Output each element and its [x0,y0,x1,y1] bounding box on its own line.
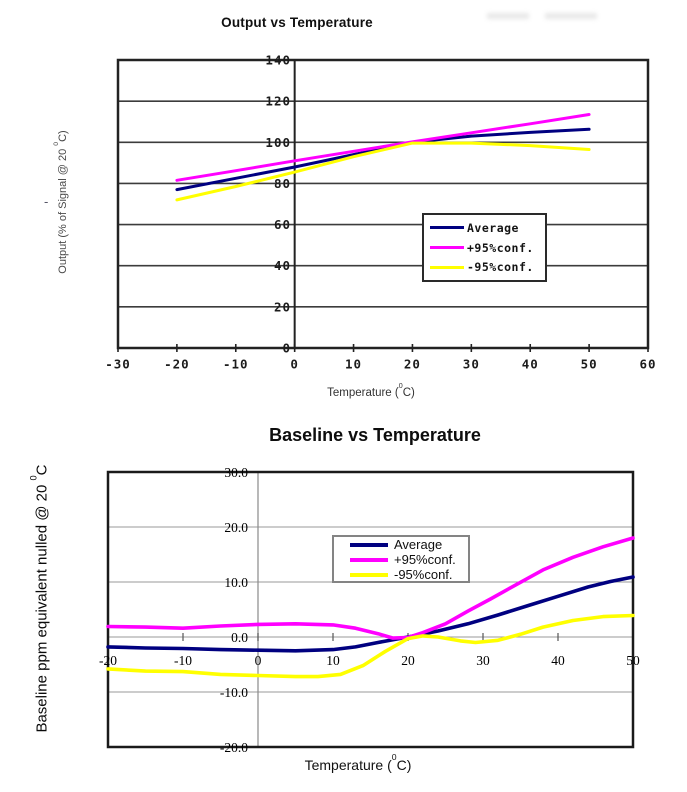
legend-item-average [424,221,545,235]
axis-dash-artifact: - [44,194,49,209]
superscript-zero: 0 [398,381,403,390]
tick-label: -30 [105,356,131,372]
tick-label: 40 [551,652,565,668]
tick-label: 60 [639,356,657,372]
y-axis-title-output [53,125,69,279]
legend-item-minus95 [424,260,545,274]
legend-item-plus95 [424,241,545,255]
x-axis-title-text: Temperature ( [304,757,392,773]
chart-title-output: Output vs Temperature [221,15,373,30]
tick-label: 140 [265,52,291,68]
tick-label: -20 [99,652,117,668]
legend-line-sample-plus95 [430,246,464,249]
tick-label: 30.0 [224,464,248,480]
legend-line-sample-minus95 [350,573,388,577]
legend-line-sample-average [350,543,388,547]
legend-item-plus95 [334,552,468,567]
x-axis-title-output [118,381,624,399]
tick-label: 40 [273,258,291,274]
tick-label: 100 [265,134,291,150]
superscript-zero: 0 [28,475,39,481]
x-axis-title-baseline [108,752,608,773]
legend-item-average [334,537,468,552]
tick-label: -20.0 [219,739,248,755]
legend-item-minus95 [334,567,468,582]
legend-box-baseline [332,535,470,583]
tick-label: 20 [401,652,415,668]
chart-title-baseline: Baseline vs Temperature [269,425,481,445]
tick-label: 40 [521,356,539,372]
tick-label: 50 [626,652,640,668]
legend-line-sample-average [430,226,464,229]
tick-label: 0 [290,356,299,372]
tick-label: 20 [403,356,421,372]
tick-label: 10 [326,652,340,668]
x-axis-title-unit: C) [402,387,415,399]
plot-border [118,60,648,348]
tick-label: 10 [345,356,363,372]
y-axis-title-unit: C) [57,130,69,142]
tick-label: 30 [462,356,480,372]
tick-label: -10 [222,356,249,372]
legend-label: Average [467,220,519,235]
tick-label: 60 [273,217,291,233]
tick-label: 10.0 [224,574,248,590]
plot-border [108,472,633,747]
x-axis-title-unit: C) [396,757,412,773]
legend-label: -95%conf. [467,260,534,275]
superscript-zero: 0 [391,752,397,763]
tick-label: 0 [254,652,262,668]
tick-label: -10.0 [219,684,248,700]
y-axis-title-text: Output (% of Signal @ 20 [57,145,69,274]
tick-label: -10 [174,652,192,668]
tick-label: 80 [273,175,291,191]
legend-label: Average [394,537,443,552]
tick-label: -20 [164,356,190,372]
legend-label: -95%conf. [394,567,453,582]
y-axis-title-text: Baseline ppm equivalent nulled @ 20 [33,480,51,733]
tick-label: 0.0 [231,629,248,645]
tick-label: 30 [476,652,490,668]
y-axis-title-baseline [28,454,51,744]
legend-label: +95%conf. [467,240,534,255]
tick-label: 20 [273,299,291,315]
tick-label: 120 [265,93,291,109]
x-axis-title-text: Temperature ( [327,387,399,399]
legend-label: +95%conf. [394,552,456,567]
superscript-zero: 0 [53,141,61,146]
legend-box-output [422,213,547,282]
tick-label: 50 [580,356,598,372]
series-line-average [177,129,589,189]
legend-line-sample-minus95 [430,266,464,269]
series-line-95conf [177,115,589,181]
y-axis-title-unit: C [33,464,51,476]
legend-line-sample-plus95 [350,558,388,562]
tick-label: 0 [282,340,291,356]
tick-label: 20.0 [224,519,248,535]
